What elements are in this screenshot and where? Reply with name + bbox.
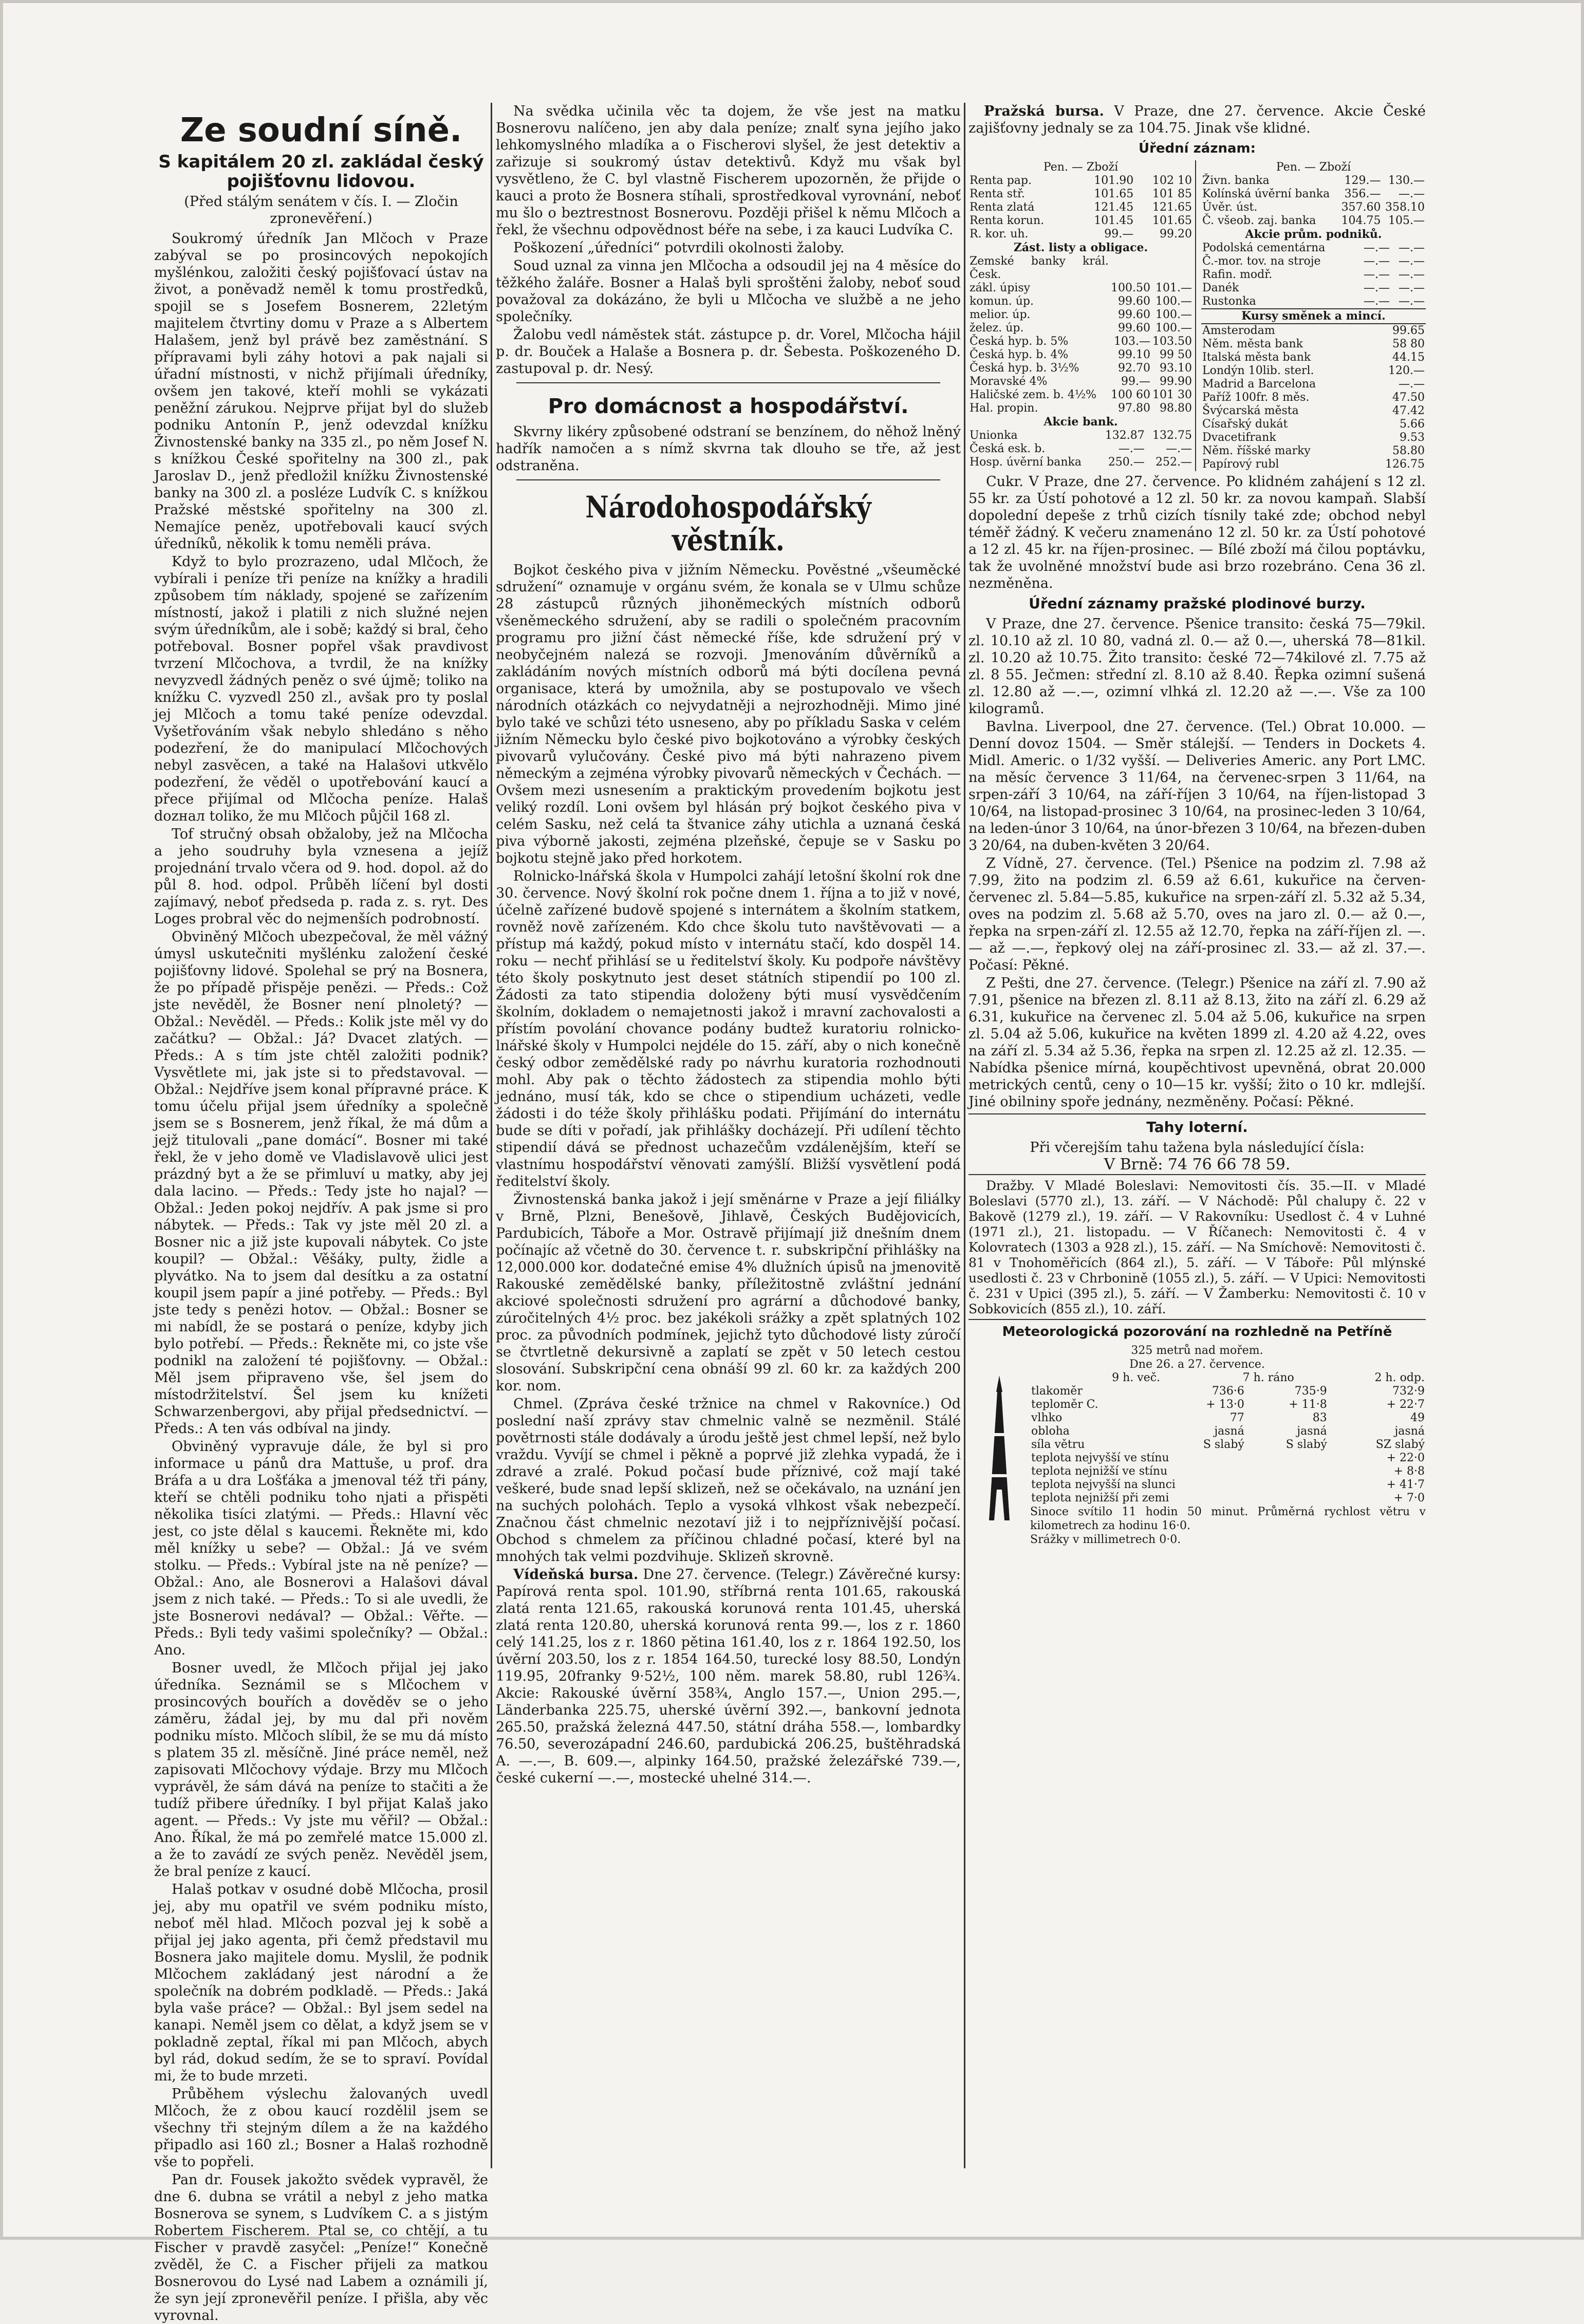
quotes-left-bonds <box>968 255 1193 415</box>
table-cell: —.— <box>1399 188 1425 200</box>
quotes-right-header: Pen. — Zboží <box>1276 161 1351 174</box>
meteo-wind: Sinoce svítilo 11 hodin 50 minut. Průměrná rychlost větru v kilometrech za hodinu 16·0. <box>1030 1505 1426 1532</box>
table-cell: 9.53 <box>1400 431 1425 444</box>
table-cell: 47.50 <box>1392 391 1425 404</box>
table-cell: Zemské banky král. Česk. <box>970 255 1109 281</box>
table-cell: Česká hyp. b. 5% <box>970 335 1069 348</box>
table-cell: 120.— <box>1388 364 1425 377</box>
table-cell: 104.75 <box>1341 214 1381 227</box>
table-cell: teploměr C. <box>1031 1398 1098 1411</box>
article-body <box>154 230 488 2324</box>
table-cell: 103.50 <box>1152 335 1192 348</box>
table-cell: 101.45 <box>1094 214 1134 227</box>
paragraph: Žalobu vedl náměstek stát. zástupce p. dr. Vorel, Mlčocha hájil p. dr. Bouček a Halaše a Bosnera p. dr. Šebesta. Poškozeného D. zastupoval p. dr. Nesý. <box>496 327 961 377</box>
vienna-report: Z Vídně, 27. července. (Tel.) Pšenice na podzim zl. 7.98 až 7.99, žito na podzim zl. 6.59 až 6.61, kukuřice na červen-červenec zl. 5.84—5.85, kukuřice na srpen-září zl. 5.32 až 5.34, oves na podzim zl. 5.68 až 5.70, oves na jaro zl. 0.— až 0.—, řepka na srpen-září zl. 12.55 až 12.70, řepka na září-říjen zl. —.— až —.—, řepkový olej na září-prosinec zl. 33.— až zl. 37.—. Počasí: Pěkné. <box>968 856 1426 973</box>
table-cell: 58.80 <box>1392 444 1425 457</box>
paragraph: Na svědka učinila věc ta dojem, že vše jest na matku Bosnerovu nalíčeno, jen aby dala peníze; znalť syna jejího jako lehkomyslného mladíka a o Fischerovi slyšel, že jest detektiv a zařizuje si soukromý ústav detektivů. Když mu však byl vysvětleno, že C. byl vlastně Fischerem upozorněn, že přijde o kauci a proto že Bosnera stíhali, sprostředkoval vyrovnání, neboť mu šlo o beztrestnost Bosnerovu. Později přišel k němu Mlčoch a řekl, že všechnu odpovědnost béře na sebe, i za kauci Ludvíka C. <box>496 103 961 238</box>
table-cell: —.— <box>1399 282 1425 294</box>
table-cell: 736·6 <box>1212 1385 1244 1398</box>
table-cell: tlakoměr <box>1031 1385 1083 1398</box>
table-row <box>1201 174 1426 188</box>
table-cell: + 8·8 <box>1393 1465 1425 1478</box>
table-cell: 103.— <box>1114 335 1151 348</box>
table-cell: 101.— <box>1156 282 1192 294</box>
table-row <box>968 174 1193 188</box>
official-record-heading: Úřední záznam: <box>1138 141 1256 156</box>
table-cell: 356.— <box>1344 188 1381 200</box>
table-row <box>1201 201 1426 214</box>
table-row <box>1201 404 1426 418</box>
quotes-left-rents <box>968 174 1193 241</box>
table-cell: S slabý <box>1285 1438 1327 1451</box>
paragraph: Poškození „úředníci“ potvrdili okolnosti žaloby. <box>513 240 845 256</box>
table-cell: Hal. propin. <box>970 402 1038 415</box>
table-row <box>1201 458 1426 471</box>
table-cell: 49 <box>1410 1411 1425 1424</box>
table-cell: Renta pap. <box>970 174 1032 187</box>
section-title-economy: Národohospodářský věstník. <box>585 490 871 557</box>
economy-body <box>496 562 961 1565</box>
table-cell: + 41·7 <box>1386 1478 1425 1491</box>
lottery-heading: Tahy loterní. <box>1146 1119 1248 1136</box>
table-cell: obloha <box>1031 1425 1070 1438</box>
table-cell: 47.42 <box>1392 404 1425 417</box>
prague-bourse-intro: V Praze, dne 27. července. Akcie České zajišťovny jednaly se za 104.75. Jinak vše klidné. <box>968 103 1426 136</box>
table-cell: 100.— <box>1156 295 1192 308</box>
table-cell: jasná <box>1214 1425 1244 1438</box>
table-cell: Paříž 100fr. 8 měs. <box>1202 391 1310 404</box>
table-cell: Italská města bank <box>1202 351 1311 364</box>
table-cell: Rustonka <box>1202 295 1256 308</box>
column-rule <box>491 103 492 2168</box>
table-row <box>1201 431 1426 444</box>
table-cell: 105.— <box>1388 214 1425 227</box>
column-markets <box>968 103 1426 2168</box>
table-cell: 252.— <box>1156 456 1192 469</box>
paragraph: Obviněný Mlčoch ubezpečoval, že měl vážný úmysl uskutečniti myšlénku založení české pojišťovny lidové. Spolehal se prý na Bosnera, že po případě přispěje penězi. — Předs.: Což jste nevěděl, že Bosner není plnoletý? — Obžal.: Nevěděl. — Předs.: Kolik jste měl vy do začátku? — Obžal.: Já? Dvacet zlatých. — Předs.: A s tím jste chtěl založiti podnik? Vysvětlete mi, jak jste si to představoval. — Obžal.: Nejdříve jsem konal přípravné práce. K tomu účelu přijal jsem úředníky a společně jsem se s Bosnerem, jenž říkal, že má dům a jejž titulovali „pane domácí“. Bosner mi také řekl, že v jeho domě ve Vladislavově ulici jest prázdný byt a že se přimluví u matky, aby jej dala lacino. — Předs.: Tedy jste ho najal? — Obžal.: Jeden pokoj nejdřív. A pak jsme si pro nábytek. — Předs.: Tak vy jste měl 20 zl. a Bosner nic a již jste kupovali nábytek. Co jste koupil? — Obžal.: Věšáky, pulty, židle a plyvátko. Na to jsem dal desítku a za ostatní koupil jsem papír a jiné potřeby. — Předs.: Byl jste tedy s penězi hotov. — Obžal.: Bosner se mi nabídl, že se postará o peníze, kdyby jich bylo potřebí. — Předs.: Řekněte mi, co jste vše podnikl na založení té pojišťovny. — Obžal.: Měl jsem připraveno vše, šel jsem do místodržitelství. Šel jsem ku knížeti Schwarzenbergovi, aby přijal předsednictví. — Předs.: A ten vás odbíval na jindy. <box>154 929 488 1437</box>
table-cell: teplota nejvyšší ve stínu <box>1031 1452 1169 1464</box>
table-row <box>1030 1411 1426 1425</box>
paragraph: Halaš potkav v osudné době Mlčocha, prosil jej, aby mu opatřil ve svém podniku místo, neboť měl hlad. Mlčoch pozval jej k sobě a přijal jej jako agenta, při čemž představil mu Bosnera jako majitele domu. Myslil, že podnik Mlčochem zakládaný jest národní a že společník na dobrém podkladě. — Předs.: Jaká byla vaše práce? — Obžal.: Byl jsem sedel na kanapi. Neměl jsem co dělat, a když jsem se v pokladně zeptal, říkal mi pan Mlčoch, abych byl rád, dokud sedím, že se to spraví. Povídal mi, že to bude mrzeti. <box>154 1882 488 2084</box>
table-row <box>968 456 1193 469</box>
table-cell: Unionka <box>970 429 1018 442</box>
table-cell: 126.75 <box>1385 458 1425 471</box>
table-cell: —.— <box>1399 268 1425 281</box>
table-row <box>1201 444 1426 458</box>
table-cell: 58 80 <box>1392 338 1425 350</box>
table-cell: Renta stř. <box>970 188 1025 200</box>
table-cell: Švýcarská města <box>1202 404 1299 417</box>
table-row <box>1201 324 1426 338</box>
article-lead: (Před stálým senátem v čís. I. — Zločin zpronevěření.) <box>184 194 458 227</box>
table-cell: 99.— <box>1104 228 1134 240</box>
table-cell: 101.65 <box>1152 214 1192 227</box>
table-row <box>1201 214 1426 228</box>
section-title-household: Pro domácnost a hospodářství. <box>548 395 909 418</box>
meteo-extremes <box>1030 1452 1426 1505</box>
table-row <box>1201 268 1426 282</box>
table-cell: —.— <box>1166 442 1192 455</box>
table-row <box>1201 391 1426 404</box>
table-row <box>968 335 1193 348</box>
grain-exchange-heading: Úřední záznamy pražské plodinové burzy. <box>1029 595 1366 612</box>
quotes-right-industry <box>1201 241 1426 308</box>
vienna-bourse-text: Dne 27. července. (Telegr.) Závěrečné kursy: Papírová renta spol. 101.90, stříbrná renta 101.65, rakouská zlatá renta 121.65, rakouská korunová renta 101.45, uherská zlatá renta 120.80, uherská korunová renta 99.—, los z r. 1860 celý 141.25, los z r. 1860 pětina 161.40, los z r. 1864 192.50, los úvěrní 203.50, los z r. 1854 164.50, turecké losy 88.50, Londýn 119.95, 20franky 9·52½, 100 něm. marek 58.80, rubl 126¾. Akcie: Rakouské úvěrní 358¾, Anglo 157.—, Union 295.—, Länderbanka 225.75, uherské úvěrní 392.—, bankovní jednota 265.50, pražská železná 447.50, státní dráha 558.—, lombardky 76.50, severozápadní 246.60, pardubická 206.25, buštěhradská A. —.—, B. 609.—, alpinky 164.50, pražské železářské 739.—, české cukerní —.—, mostecké uhelné 314.—. <box>496 1567 961 1786</box>
auctions: Dražby. V Mladé Boleslavi: Nemovitosti čís. 35.—II. v Mladé Boleslavi (5770 zl.), 13. září. — V Náchodě: Půl chalupy č. 22 v Bakově (1279 zl.), 19. září. — V Rakovníku: Usedlost č. 4 v Luhné (1971 zl.), 21. listopadu. — V Říčanech: Nemovitosti č. 4 v Kolovratech (1303 a 928 zl.), 15. září. — Na Smíchově: Nemovitosti č. 81 v Tnohoměřicích (864 zl.), 5. září. — V Táboře: Půl mlýnské usedlosti č. 23 v Chrbonině (1055 zl.), 5. září. — V Upici: Nemovitosti č. 231 v Upici (395 zl.), 5. září. — V Žamberku: Nemovitosti č. 10 v Sobkovicích (855 zl.), 10. září. <box>968 1178 1426 1316</box>
table-row <box>968 214 1193 228</box>
table-cell: zákl. úpisy <box>970 282 1031 294</box>
table-cell: želez. úp. <box>970 322 1024 334</box>
table-cell: komun. úp. <box>970 295 1034 308</box>
article-body-continued <box>496 103 961 377</box>
table-row <box>968 429 1193 442</box>
table-row <box>968 228 1193 241</box>
table-row <box>1030 1425 1426 1438</box>
paragraph: Rolnicko-lnářská škola v Humpolci zahájí letošní školní rok dne 30. července. Nový školní rok počne dnem 1. října a to již v nové, účelně zařízené budově spojené s internátem a školním statkem, rovněž nově zařízeném. Kdo chce školu tuto navštěvovati — a přístup má každý, pokud místo v internátu stačí, kdo dospěl 14. roku — nechť přihlásí se u ředitelství školy. Ku podpoře návštěvy této školy poskytnuto jest deset státních stipendií po 100 zl. Žádosti za tato stipendia doloženy býti musí vysvědčením školním, dokladem o nemajetnosti jakož i mravní zachovalosti a přístím povolání chovance podány budtež kuratoriu rolnicko-lnářské školy v Humpolci nejdéle do 15. září, aby o nich konečně český odbor zemědělské rady po návrhu kuratoria rozhodnouti mohl. Aby pak o těchto žádostech za stipendia mohlo býti jednáno, musí ták, kdo se chce o stipendium ucházeti, vedle žádosti i do téže školy přihlášku podati. Přijímání do internátu bude se díti v pořadí, jak přihlášky docházejí. Při udílení těchto stipendií dává se přednost uchazečům vzdálenějším, kteří se vlastnímu hospodářství věnovati zamýšlí. Bližší vysvětlení podá ředitelství školy. <box>496 868 961 1189</box>
table-cell: —.— <box>1363 255 1390 268</box>
quotes-left <box>968 160 1196 471</box>
meteo-content <box>968 1371 1426 1547</box>
divider <box>516 382 940 383</box>
table-cell: 99.65 <box>1392 324 1425 337</box>
table-cell <box>1151 255 1193 282</box>
table-cell: 100.50 <box>1111 282 1151 294</box>
table-row <box>968 255 1193 282</box>
article-headline: S kapitálem 20 zl. zakládal český pojišťovnu lidovou. <box>158 152 484 192</box>
meteo-box <box>968 1319 1426 1547</box>
paragraph: Soud uznal za vinna jen Mlčocha a odsoudil jej na 4 měsíce do těžkého žaláře. Bosner a Halaš byli sproštěni žaloby, neboť soud považoval za dokázáno, že byli u Mlčocha ve službě a ne jeho společníky. <box>496 258 961 325</box>
table-cell: SZ slabý <box>1375 1438 1425 1451</box>
table-cell: Amsterodam <box>1202 324 1275 337</box>
table-cell: 83 <box>1312 1411 1327 1424</box>
table-row <box>968 402 1193 415</box>
table-cell: 99.60 <box>1118 308 1151 321</box>
table-row <box>1030 1492 1426 1505</box>
paragraph: Průběhem výslechu žalovaných uvedl Mlčoch, že z obou kaucí rozdělil jsem se všechny tři stejným dílem a že na každého připadlo asi 160 zl.; Bosner a Halaš rozhodně vše to popřeli. <box>154 2086 488 2170</box>
grain-exchange-text: V Praze, dne 27. července. Pšenice transito: česká 75—79kil. zl. 10.10 až zl. 10 80, vadná zl. 0.— až 0.—, uherská 78—81kil. zl. 10.20 až 10.75. Žito transito: české 72—74kilové zl. 7.75 až zl. 8 55. Ječmen: střední zl. 8.10 až 8.40. Řepka ozimní sušená zl. 12.80 až —.—, ozimní vlhká zl. 12.20 až —.—. Vše za 100 kilogramů. <box>968 616 1426 717</box>
meteo-dates: Dne 26. a 27. července. <box>1129 1358 1265 1371</box>
column-middle <box>496 103 961 2168</box>
lottery-intro: Při včerejším tahu tažena byla následující čísla: <box>1030 1140 1365 1156</box>
petrin-tower-icon <box>968 1371 1030 1526</box>
table-cell: 101.90 <box>1094 174 1134 187</box>
table-row <box>1201 255 1426 268</box>
table-row <box>968 308 1193 322</box>
quotes-right-sub2: Kursy směnek a mincí. <box>1201 308 1426 324</box>
lottery-box <box>968 1113 1426 1175</box>
table-cell: 98.80 <box>1160 402 1192 415</box>
table-cell: —.— <box>1363 268 1390 281</box>
meteo-rain: Srážky v millimetrech 0·0. <box>1030 1533 1181 1546</box>
table-cell: Kolínská úvěrní banka <box>1202 188 1330 200</box>
household-text: Skvrny likéry způsobené odstraní se benzínem, do něhož lněný hadřík namočen a s nímž skvrna tak dlouho se tře, až jest odstraněna. <box>496 424 961 474</box>
paragraph: Soukromý úředník Jan Mlčoch v Praze zabýval se po prosincových nepokojích myšlénkou, založiti český pojišťovací ústav na život, a poněvadž neměl k tomu prostředků, spojil se s Josefem Bosnerem, 22letým majitelem čtvrtiny domu v Praze a s Albertem Halašem, jenž byl právě bez zaměstnání. S přípravami byli záhy hotovi a pak najali si úřadní místnosti, v nichž přijímali úředníky, ovšem jen takové, kteří mohli se vykázati peněžní zárukou. Nejprve přijat byl do služeb podniku Antonín P., jenž odevzdal knížku Živnostenské banky na 335 zl., po něm Josef N. s knížkou České spořitelny na 300 zl., pak Jaroslav D., jenž předložil knížku Živnostenské banky na 300 zl. a posléze Ludvík C. s knížkou Pražské městské spořitelny na 300 zl. Nemajíce peněz, upotřebovali kaucí svých úředníků, několik k tomu neměli práva. <box>154 231 488 552</box>
table-row <box>1030 1438 1426 1452</box>
table-cell: —.— <box>1118 442 1145 455</box>
column-rule <box>964 103 965 2168</box>
table-cell: Moravské 4% <box>970 375 1048 388</box>
table-row <box>1201 188 1426 201</box>
table-row <box>968 188 1193 201</box>
table-row <box>1030 1385 1426 1398</box>
table-cell: vlhko <box>1031 1411 1063 1424</box>
table-cell: Česká hyp. b. 3½% <box>970 362 1079 375</box>
table-cell: 100.— <box>1156 308 1192 321</box>
table-cell: Haličské zem. b. 4½% <box>970 388 1097 401</box>
table-cell: Renta korun. <box>970 214 1045 227</box>
table-cell: 101 85 <box>1152 188 1192 200</box>
vienna-bourse-heading: Vídeňská bursa. <box>513 1567 639 1583</box>
table-cell: —.— <box>1363 282 1390 294</box>
table-cell: —.— <box>1399 241 1425 254</box>
table-cell: jasná <box>1297 1425 1327 1438</box>
lottery-numbers: V Brně: 74 76 66 78 59. <box>1104 1156 1291 1174</box>
meteo-subtitle: 325 metrů nad mořem. <box>1131 1344 1263 1357</box>
table-cell: melior. úp. <box>970 308 1031 321</box>
table-row <box>1030 1465 1426 1478</box>
table-cell: 44.15 <box>1392 351 1425 364</box>
table-cell: Danék <box>1202 282 1239 294</box>
table-row <box>968 282 1193 295</box>
table-row <box>1201 282 1426 295</box>
table-cell: Podolská cementárna <box>1202 241 1326 254</box>
paragraph: Tof stručný obsah obžaloby, jež na Mlčocha a jeho soudruhy byla vznesena a jejíž projednání trvalo včera od 9. hod. dopol. až do půl 8. hod. odpol. Průběh líčení byl dosti zajímavý, neboť předseda p. rada z. s. ryt. Des Loges probral věc do nejmenších podrobností. <box>154 826 488 927</box>
table-cell: 121.45 <box>1094 201 1134 214</box>
quotes-right-exchange <box>1201 324 1426 471</box>
table-cell: 93.10 <box>1160 362 1192 375</box>
budapest-report: Z Pešti, dne 27. července. (Telegr.) Pšenice na září zl. 7.90 až 7.91, pšenice na březen zl. 8.11 až 8.13, žito na září zl. 6.29 až 6.31, kukuřice na červenec zl. 5.04 až 5.06, kukuřice na srpen zl. 5.04 až 5.06, kukuřice na květen 1899 zl. 4.20 až 4.22, oves na září zl. 5.34 až 5.36, řepka na srpen zl. 12.25 až zl. 12.35. — Nabídka pšenice mírná, koupěchtivost upevněná, obrat 20.000 metrických centů, ceny o 10—15 kr. vyšší; žito o 10 kr. mdlejší. Jiné obilniny spoře jednány, nezměněny. Počasí: Pěkné. <box>968 975 1426 1110</box>
table-cell: Č.-mor. tov. na stroje <box>1202 255 1321 268</box>
table-cell <box>1030 1371 1035 1385</box>
table-row <box>1201 418 1426 431</box>
table-cell: S slabý <box>1203 1438 1244 1451</box>
quotes-right <box>1201 160 1426 471</box>
table-cell: 99.60 <box>1118 322 1151 334</box>
table-cell: 102 10 <box>1152 174 1192 187</box>
table-cell: R. kor. uh. <box>970 228 1029 240</box>
paragraph: Když to bylo prozrazeno, udal Mlčoch, že vybírali i peníze tři peníze na knížky a hradili způsobem tím náklady, spojené se zařízením místností, jakož i platili z nich služné nejen svým úředníkům, ale i sobě; každý si bral, čeho potřeboval. Bosner popřel však pravdivost tvrzení Mlčochova, a tvrdil, že na knížky nevyzvedl žádných peněz o své újmě; toliko na knížku C. vyzvedl 250 zl., avšak pro ty poslal jej Mlčoch a tomu také peníze odevzdal. Vyšetřováním však nebylo shledáno s něho podezření, že do manipulací Mlčochových nebyl zasvěcen, a také na Halašovi utkvělo podezření, že věděl o upotřebování kaucí a přece přijímal od Mlčocha peníze. Halaš dozнал toliko, že mu Mlčoch půjčil 168 zl. <box>154 554 488 824</box>
table-cell: 99.90 <box>1160 375 1192 388</box>
table-cell: 99.20 <box>1160 228 1192 240</box>
paragraph: Chmel. (Zpráva české tržnice na chmel v Rakovníce.) Od poslední naší zprávy stav chmelnic valně se nezměnil. Stálé povětrnosti stále dodávaly a úrodu ještě jest chmel lepší, než bylo vraždu. Vyvíjí se chmel i pěkně a poprvé již zlehka vypadá, že i zdravé a zralé. Pokud počasí bude příznivé, což mají také veškeré, bude snad lepší sklizeň, než se očekávalo, na uznání jen na suchých polohách. Teplo a vysoká vlhkost však nebezpečí. Značnou část chmelnic nezotaví již i to nejpříznivější počasí. Obchod s chmelem za příčinou chladné počasí, které byl na mnohých tak velmi pozdvihuje. Sklizeň skrovně. <box>496 1396 961 1565</box>
table-cell: Madrid a Barcelona <box>1202 378 1316 391</box>
quotes-tables <box>968 160 1426 471</box>
table-cell: Úvěr. úst. <box>1202 201 1258 214</box>
table-cell: teplota nejnižší při zemi <box>1031 1492 1169 1504</box>
cotton-report: Bavlna. Liverpool, dne 27. července. (Tel.) Obrat 10.000. — Denní dovoz 1504. — Směr stálejší. — Tenders in Dockets 4. Midl. Americ. o 1/32 vyšší. — Deliveries Americ. any Port LMC. na měsíc července 3 11/64, na červenec-srpen 3 11/64, na srpen-září 3 10/64, na září-říjen 3 10/64, na říjen-listopad 3 10/64, na listopad-prosinec 3 10/64, na prosinec-leden 3 10/64, na leden-únor 3 10/64, na únor-březen 3 10/64, na březen-duben 3 20/64, na duben-květen 3 20/64. <box>968 719 1426 853</box>
table-cell: Dvacetifrank <box>1202 431 1276 444</box>
table-cell: Hosp. úvěrní banka <box>970 456 1082 469</box>
prague-bourse-heading: Pražská bursa. <box>984 103 1104 119</box>
table-cell: 132.75 <box>1152 429 1192 442</box>
table-row <box>968 348 1193 362</box>
table-cell: Něm. města bank <box>1202 338 1303 350</box>
table-row <box>1201 378 1426 391</box>
table-cell: 99 50 <box>1160 348 1192 361</box>
table-row <box>968 375 1193 388</box>
table-cell: 97.80 <box>1118 402 1151 415</box>
table-row <box>1030 1398 1426 1411</box>
table-cell: 735·9 <box>1294 1385 1327 1398</box>
table-cell: 100.— <box>1156 322 1192 334</box>
table-cell: Něm. říšské marky <box>1202 444 1311 457</box>
table-cell: 2 h. odp. <box>1374 1371 1425 1384</box>
table-cell: + 13·0 <box>1206 1398 1244 1411</box>
paragraph: Bojkot českého piva v jižním Německu. Pověstné „všeuměcké sdružení“ oznamuje v orgánu svém, že konala se v Ulmu schůze 28 zástupců různých jihoněmeckých místních odborů všeněmeckého sdružení, aby se radili o společném pracovním programu pro jižní část německé říše, kde sdružení prý v neobyčejném nalezá se rozvoji. Jmenováním důvěrníků a zakládáním nových místních odborů má býti docílena pevná organisace, která by umožnila, aby se postupovalo ve všech národních otázkách co nejvydatněji a nejrozhodněji. Mimo jiné bylo také ve schůzi této usneseno, aby po příkladu Saska v celém jižním Německu bylo české pivo bojkotováno a výrobky českých pivovarů vylučovány. České pivo má býti nahrazeno pivem německým a zejména výrobky pivovarů německých v Čechách. — Ovšem mezi usnesením a praktickým provedením bojkotu jest veliký rozdíl. Loni ovšem byl hlásán prý bojkot českého piva v celém Sasku, než celá ta štvanice záhy utichla a uznaná česká piva výborně jakosti, zejména plzeňské, čepuje se v Sasku po bojkotu stejně jako před horkotem. <box>496 562 961 866</box>
table-cell: 92.70 <box>1118 362 1151 375</box>
table-cell: 358.10 <box>1385 201 1425 214</box>
table-cell: 99.— <box>1121 375 1151 388</box>
table-cell: —.— <box>1363 295 1390 308</box>
table-cell: 130.— <box>1388 174 1425 187</box>
table-cell: Londýn 10lib. sterl. <box>1202 364 1314 377</box>
table-row <box>968 388 1193 402</box>
paragraph: Živnostenská banka jakož i její směnárne v Praze a její filiálky v Brně, Plzni, Benešově, Jihlavě, Českých Budějovicích, Pardubicích, Táboře a Mor. Ostravě přijímají již dnešním dnem počínajíc až včetně do 30. července t. r. subskripční přihlášky na 12,000.000 kor. dodatečné emise 4% dlužních úpisů na jmenovitě Rakouské zemědělské banky, příležitostně zvláštní jednání akciové společnosti sdružení pro agrární a důchodové banky, zúročitelných 4½ proc. bez jakékoli srážky a zpět splatných 102 proc. za původních podmínek, jejichž tyto důchodové listy zúročí se čtvrtletně dekursivně a zaplatí se zpět v 50 letech cestou slosování. Subskripční cena obnáší 99 zl. 60 kr. za každých 200 kor. nom. <box>496 1192 961 1394</box>
table-cell: —.— <box>1399 295 1425 308</box>
table-cell: 101 30 <box>1152 388 1192 401</box>
table-row <box>1201 364 1426 378</box>
table-cell: teplota nejvyšší na slunci <box>1031 1478 1176 1491</box>
table-cell: 9 h. več. <box>1112 1371 1161 1384</box>
table-cell <box>1110 255 1151 282</box>
table-row <box>968 322 1193 335</box>
table-cell: 250.— <box>1108 456 1145 469</box>
table-cell: 99.10 <box>1118 348 1151 361</box>
paragraph: Pan dr. Fousek jakožto svědek vypravěl, že dne 6. dubna se vrátil a nebyl z jeho matka Bosnerova se synem, s Ludvíkem C. a s jistým Robertem Fischerem. Ptal se, co chtějí, a tu Fischer v pravdě zasyčel: „Peníze!“ Konečně zvěděl, že C. a Fischer přijeli za matkou Bosnerovou do Lysé nad Labem a oznámili jí, že syn její zpronevěřil peníze. I přišla, aby věc vyrovnal. <box>154 2172 488 2323</box>
meteo-heading: Meteorologická pozorování na rozhledně na Petříně <box>1002 1324 1392 1340</box>
table-cell: teplota nejnižší ve stínu <box>1031 1465 1168 1478</box>
paragraph: Obviněný vypravuje dále, že byl si pro informace u pánů dra Mattuše, u prof. dra Bráfa a u dra Lošťáka a jmenoval též tři pány, kteří se chtěli podniku toho njati a přispěti několika tisíci zlatými. — Předs.: Hlavní věc jest, co jste dělal s kaucemi. Řekněte mi, kdo měl knížky u sebe? — Obžal.: Já ve svém stolku. — Předs.: Vybíral jste na ně peníze? — Obžal.: Ano, ale Bosnerovi a Halašovi dával jsem z nich také. — Předs.: To si ale uvedli, že jste Bosnerovi nedával? — Obžal.: Věřte. — Předs.: Byli tedy vašimi společníky? — Obžal.: Ano. <box>154 1439 488 1658</box>
table-row <box>968 442 1193 456</box>
table-cell: Renta zlatá <box>970 201 1035 214</box>
table-cell: —.— <box>1363 241 1390 254</box>
table-cell: 121.65 <box>1152 201 1192 214</box>
divider <box>516 479 940 480</box>
table-cell: jasná <box>1394 1425 1425 1438</box>
table-row <box>1030 1452 1426 1465</box>
table-cell: Císařský dukát <box>1202 418 1288 431</box>
table-cell: Česká hyp. b. 4% <box>970 348 1069 361</box>
table-cell: 77 <box>1229 1411 1244 1424</box>
table-cell: + 7·0 <box>1393 1492 1425 1504</box>
table-cell: síla větru <box>1031 1438 1085 1451</box>
table-cell: Česká esk. b. <box>970 442 1046 455</box>
table-row <box>968 362 1193 375</box>
quotes-left-bank-shares <box>968 429 1193 469</box>
table-cell: 132.87 <box>1105 429 1145 442</box>
paragraph: Bosner uvedl, že Mlčoch přijal jej jako úředníka. Seznámil se s Mlčochem v prosincových bouřích a dověděv se o jeho záměru, žádal jej, by mu dal při nověm podniku místo. Mlčoch slíbil, že se mu dá místo s platem 35 zl. měsíčně. Jiné práce neměl, než zapisovati Mlčochovy výdaje. Brzy mu Mlčoch vyprávěl, že sám dává na peníze to stačiti a že tudíž přibere úředníky. I byl přijat Kalaš jako agent. — Předs.: Vy jste mu věřil? — Obžal.: Ano. Říkal, že má po zemřelé matce 15.000 zl. a že to zavádí ze svých peněz. Nevěděl jsem, že bral peníze z kaucí. <box>154 1660 488 1880</box>
table-row <box>1201 338 1426 351</box>
table-cell: Č. všeob. zaj. banka <box>1202 214 1316 227</box>
table-cell: + 22·0 <box>1386 1452 1425 1464</box>
table-row <box>1030 1371 1426 1385</box>
table-row <box>1201 351 1426 364</box>
quotes-left-sub1: Zást. listy a obligace. <box>1013 241 1148 254</box>
quotes-right-banks <box>1201 174 1426 228</box>
quotes-right-sub1: Akcie prům. podniků. <box>1245 228 1382 241</box>
sugar-report: Cukr. V Praze, dne 27. července. Po klidném zahájení s 12 zl. 55 kr. za Ústí pohotové a 12 zl. 50 kr. za novou kampaň. Slabší dopolední depeše z trhů cizích tísnily také zde; obchod nebyl téměř žádný. K večeru znamenáno 12 zl. 50 kr. za Ústí pohotové a 12 zl. 45 kr. na říjen-prosinec. — Bílé zboží má čilou poptávku, tak že uvolněné množství bude asi brzo rozebráno. Cena 36 zl. nezměněna. <box>968 474 1426 591</box>
table-cell: Rafin. modř. <box>1202 268 1273 281</box>
table-row <box>968 295 1193 308</box>
table-cell: + 11·8 <box>1289 1398 1327 1411</box>
column-court <box>154 103 488 2323</box>
table-cell: + 22·7 <box>1386 1398 1425 1411</box>
meteo-table <box>1030 1385 1426 1452</box>
meteo-times <box>1030 1371 1426 1385</box>
table-row <box>1030 1478 1426 1492</box>
quotes-left-sub2: Akcie bank. <box>1043 415 1118 429</box>
section-title: Ze soudní síně. <box>180 111 462 150</box>
table-cell: 129.— <box>1344 174 1381 187</box>
table-cell: 100 60 <box>1111 388 1151 401</box>
table-row <box>1201 295 1426 308</box>
meteo-table-wrap <box>1030 1371 1426 1547</box>
table-cell: —.— <box>1399 378 1425 391</box>
table-cell: 7 h. ráno <box>1242 1371 1294 1384</box>
table-row <box>1201 241 1426 255</box>
table-cell: 5.66 <box>1400 418 1425 431</box>
table-cell: Živn. banka <box>1202 174 1270 187</box>
quotes-left-header: Pen. — Zboží <box>1043 161 1119 174</box>
table-cell: Papírový rubl <box>1202 458 1279 471</box>
table-cell: 732·9 <box>1392 1385 1425 1398</box>
table-row <box>968 201 1193 214</box>
table-cell: —.— <box>1399 255 1425 268</box>
table-cell: 99.60 <box>1118 295 1151 308</box>
table-cell: 101.65 <box>1094 188 1134 200</box>
table-cell: 357.60 <box>1341 201 1381 214</box>
